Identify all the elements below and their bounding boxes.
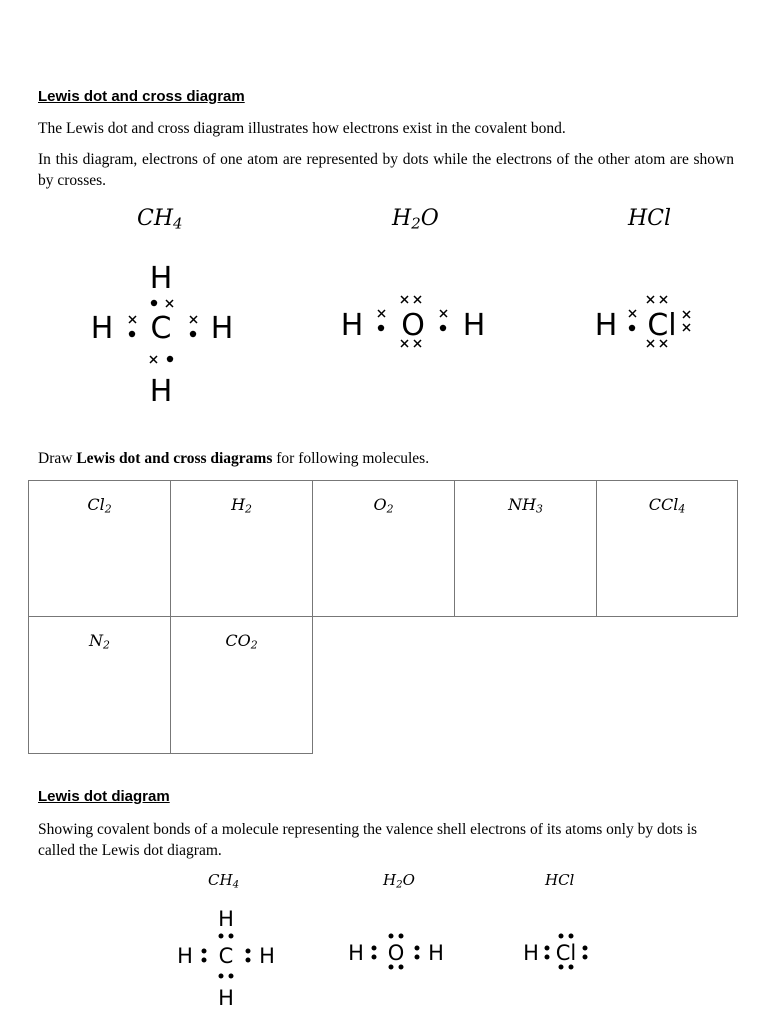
electron-dot (202, 958, 207, 963)
atom-h-left: H (348, 941, 364, 965)
electron-cross (401, 296, 408, 303)
electron-dot (415, 955, 420, 960)
electron-cross (378, 310, 385, 317)
electron-dot (378, 325, 384, 331)
atom-cl: Cl (555, 941, 577, 965)
atom-c: C (150, 311, 172, 346)
atom-h-right: H (462, 308, 486, 343)
answer-cell-o2[interactable] (312, 480, 455, 617)
electron-dot (569, 965, 574, 970)
electron-dot (219, 974, 224, 979)
cell-formula: $CO_2$ (225, 631, 258, 652)
lewis-hcl-dot (518, 930, 608, 980)
atom-cl: Cl (647, 308, 677, 343)
electron-cross (166, 300, 173, 307)
electron-cross (660, 296, 667, 303)
answer-cell-nh3[interactable] (454, 480, 597, 617)
electron-cross (150, 356, 157, 363)
formula-h2o: $H_2O$ (392, 206, 439, 233)
atom-h-left: H (90, 311, 114, 346)
electron-cross (129, 316, 136, 323)
electron-dot (219, 934, 224, 939)
lewis-h2o-dot-cross (335, 288, 495, 358)
electron-cross (414, 296, 421, 303)
electron-dot (399, 934, 404, 939)
atom-h-bottom: H (149, 374, 173, 409)
answer-cell-h2[interactable] (170, 480, 313, 617)
electron-dot (202, 949, 207, 954)
electron-dot (372, 955, 377, 960)
atom-h-left: H (340, 308, 364, 343)
paragraph-intro: The Lewis dot and cross diagram illustrates how electrons exist in the covalent bond. (38, 120, 566, 137)
cell-formula: $H_2$ (231, 495, 252, 516)
electron-cross (647, 296, 654, 303)
lewis-ch4-dot (168, 904, 288, 1009)
electron-dot (399, 965, 404, 970)
atom-h: H (594, 308, 618, 343)
electron-dot (545, 955, 550, 960)
electron-dot (415, 946, 420, 951)
atom-h-left: H (177, 944, 193, 968)
atom-h-right: H (259, 944, 275, 968)
electron-dot (545, 946, 550, 951)
electron-dot (389, 934, 394, 939)
atom-h-right: H (210, 311, 234, 346)
electron-dot (583, 946, 588, 951)
electron-dot (246, 958, 251, 963)
answer-cell-co2[interactable] (170, 616, 313, 754)
electron-dot (229, 934, 234, 939)
electron-dot (246, 949, 251, 954)
section-heading-dot: Lewis dot diagram (38, 788, 170, 805)
atom-o: O (387, 941, 405, 965)
exercise-grid (28, 480, 738, 754)
electron-dot (440, 325, 446, 331)
electron-dot (372, 946, 377, 951)
answer-cell-cl2[interactable] (28, 480, 171, 617)
cell-formula: $O_2$ (373, 495, 394, 516)
electron-dot (559, 965, 564, 970)
section-heading-dot-cross: Lewis dot and cross diagram (38, 88, 245, 105)
atom-c: C (218, 944, 234, 968)
atom-h-top: H (149, 261, 173, 296)
cell-formula: CCl$_4$ (648, 495, 686, 516)
atom-h-bottom: H (218, 986, 234, 1010)
electron-cross (629, 310, 636, 317)
exercise-instruction: Draw Lewis dot and cross diagrams for following molecules. (38, 450, 430, 467)
paragraph-explanation: In this diagram, electrons of one atom are represented by dots while the electrons of the other atom are shown by crosses. (38, 151, 734, 189)
formula-ch4-small: $CH_4$ (208, 871, 240, 891)
formula-hcl: HCl (628, 206, 672, 231)
electron-cross (190, 316, 197, 323)
cell-formula: $N_2$ (89, 631, 110, 652)
atom-h: H (523, 941, 539, 965)
atom-h-right: H (428, 941, 444, 965)
electron-dot (190, 331, 196, 337)
answer-cell-n2[interactable] (28, 616, 171, 754)
electron-dot (583, 955, 588, 960)
formula-ch4: $CH_4$ (137, 206, 183, 233)
formula-hcl-small: HCl (545, 871, 575, 889)
electron-dot (229, 974, 234, 979)
atom-o: O (401, 308, 425, 343)
electron-dot (167, 356, 173, 362)
electron-dot (569, 934, 574, 939)
paragraph-dot-definition: Showing covalent bonds of a molecule representing the valence shell electrons of its atoms only by dots is called the Lewis dot diagram. (38, 821, 698, 859)
answer-cell-ccl4[interactable] (596, 480, 738, 617)
electron-dot (559, 934, 564, 939)
lewis-ch4-dot-cross (80, 255, 280, 409)
lewis-hcl-dot-cross (590, 288, 710, 358)
atom-h-top: H (218, 907, 234, 931)
lewis-h2o-dot (343, 930, 453, 980)
electron-cross (683, 324, 690, 331)
electron-dot (129, 331, 135, 337)
cell-formula: $NH_3$ (508, 495, 543, 516)
formula-h2o-small: $H_2O$ (383, 871, 415, 891)
electron-cross (683, 311, 690, 318)
electron-dot (389, 965, 394, 970)
cell-formula: $Cl_2$ (87, 495, 112, 516)
electron-cross (440, 310, 447, 317)
electron-dot (151, 300, 157, 306)
electron-dot (629, 325, 635, 331)
